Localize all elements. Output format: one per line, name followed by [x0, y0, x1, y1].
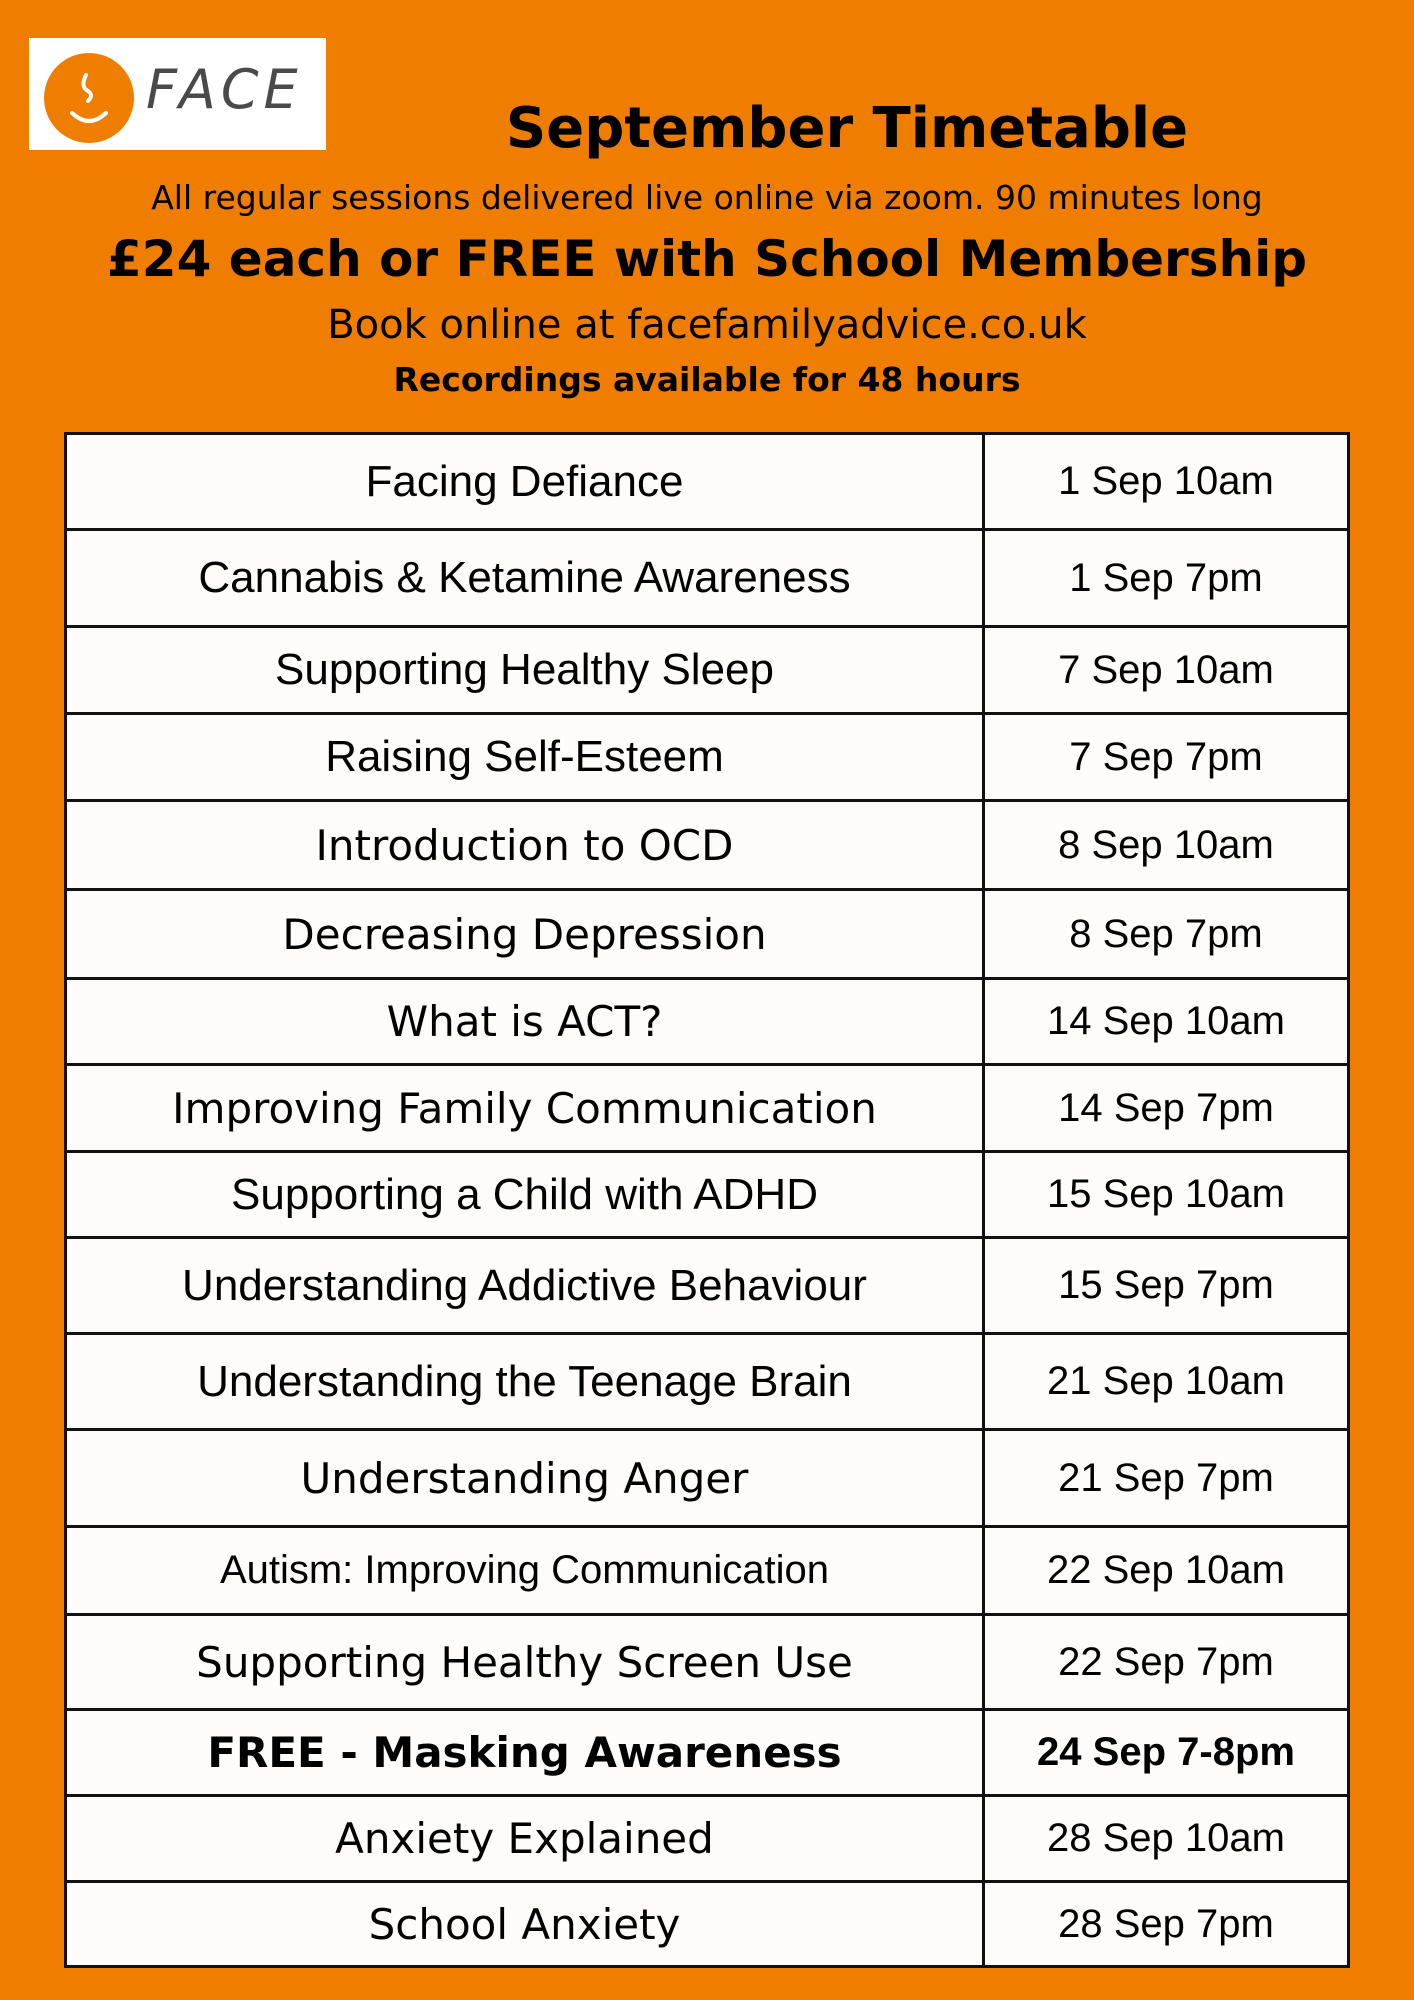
face-logo-text: FACE	[146, 58, 303, 121]
session-time: 1 Sep 7pm	[984, 530, 1349, 627]
table-row	[66, 714, 1349, 801]
session-time: 7 Sep 7pm	[984, 714, 1349, 801]
table-row	[66, 801, 1349, 890]
subtitle: All regular sessions delivered live online via zoom. 90 minutes long	[151, 178, 1263, 217]
session-name: Improving Family Communication	[66, 1065, 984, 1152]
session-time: 22 Sep 7pm	[984, 1615, 1349, 1710]
session-time: 22 Sep 10am	[984, 1527, 1349, 1615]
table-row	[66, 1710, 1349, 1796]
table-row	[66, 530, 1349, 627]
session-name: Facing Defiance	[66, 434, 984, 530]
session-name: Decreasing Depression	[66, 890, 984, 979]
session-time: 15 Sep 7pm	[984, 1238, 1349, 1334]
session-name: What is ACT?	[66, 979, 984, 1065]
session-name: Supporting Healthy Sleep	[66, 627, 984, 714]
table-row	[66, 979, 1349, 1065]
table-row	[66, 1334, 1349, 1430]
table-row	[66, 1796, 1349, 1882]
session-time: 8 Sep 10am	[984, 801, 1349, 890]
table-row	[66, 1615, 1349, 1710]
table-row	[66, 1065, 1349, 1152]
session-name: Anxiety Explained	[66, 1796, 984, 1882]
table-row	[66, 1238, 1349, 1334]
session-name: Introduction to OCD	[66, 801, 984, 890]
booking-info: Book online at facefamilyadvice.co.uk	[327, 302, 1087, 348]
table-row	[66, 1527, 1349, 1615]
session-time: 14 Sep 7pm	[984, 1065, 1349, 1152]
table-row	[66, 1430, 1349, 1527]
table-row	[66, 1882, 1349, 1967]
table-row	[66, 1152, 1349, 1238]
session-name: School Anxiety	[66, 1882, 984, 1967]
session-time: 24 Sep 7-8pm	[984, 1710, 1349, 1796]
table-row	[66, 890, 1349, 979]
session-time: 28 Sep 10am	[984, 1796, 1349, 1882]
table-row	[66, 627, 1349, 714]
session-time: 28 Sep 7pm	[984, 1882, 1349, 1967]
session-name: Understanding the Teenage Brain	[66, 1334, 984, 1430]
session-time: 14 Sep 10am	[984, 979, 1349, 1065]
session-name: Understanding Anger	[66, 1430, 984, 1527]
session-name: Supporting a Child with ADHD	[66, 1152, 984, 1238]
recordings-info: Recordings available for 48 hours	[393, 360, 1021, 399]
page-title: September Timetable	[505, 96, 1189, 161]
session-name: Raising Self-Esteem	[66, 714, 984, 801]
session-time: 21 Sep 10am	[984, 1334, 1349, 1430]
session-time: 1 Sep 10am	[984, 434, 1349, 530]
session-name: Supporting Healthy Screen Use	[66, 1615, 984, 1710]
price-info: £24 each or FREE with School Membership	[107, 230, 1307, 288]
session-name: Cannabis & Ketamine Awareness	[66, 530, 984, 627]
timetable	[64, 432, 1350, 1968]
session-name: Understanding Addictive Behaviour	[66, 1238, 984, 1334]
session-time: 7 Sep 10am	[984, 627, 1349, 714]
session-name: Autism: Improving Communication	[66, 1527, 984, 1615]
session-name: FREE - Masking Awareness	[66, 1710, 984, 1796]
session-time: 21 Sep 7pm	[984, 1430, 1349, 1527]
session-time: 15 Sep 10am	[984, 1152, 1349, 1238]
table-row	[66, 434, 1349, 530]
session-time: 8 Sep 7pm	[984, 890, 1349, 979]
